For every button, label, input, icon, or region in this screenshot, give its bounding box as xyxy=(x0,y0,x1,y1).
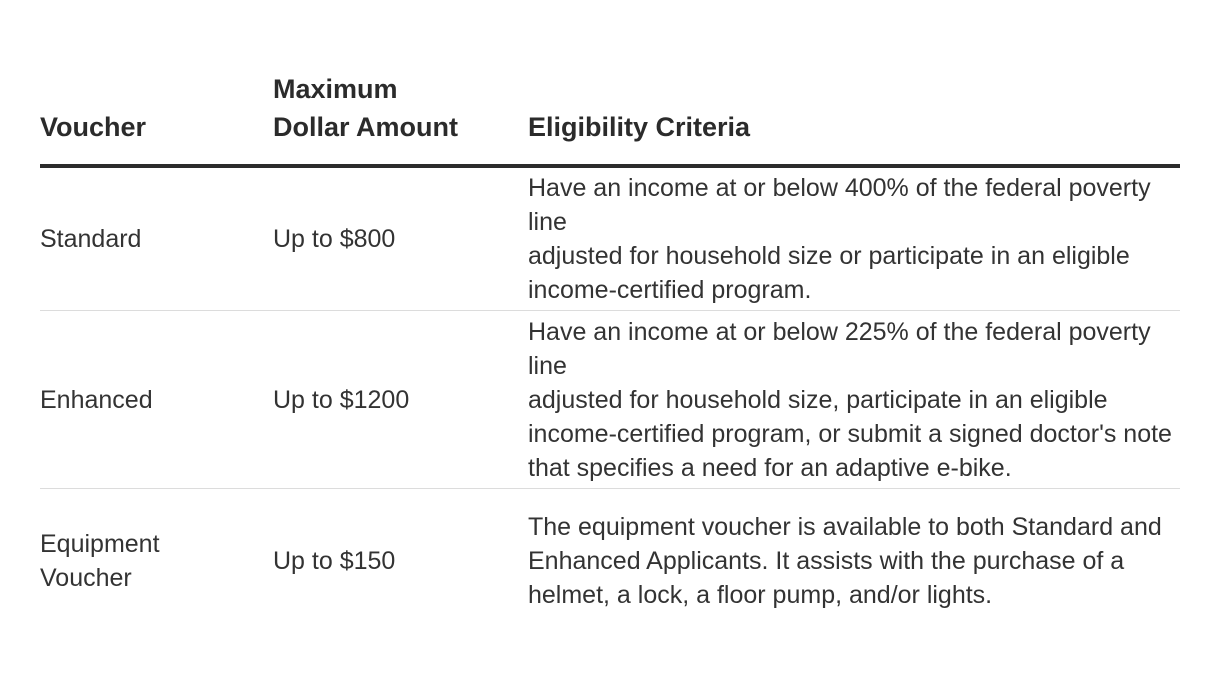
header-maximum-dollar-amount: Maximum Dollar Amount xyxy=(273,74,458,142)
table-row xyxy=(40,311,1180,489)
table-row xyxy=(40,168,1180,311)
voucher-amount: Up to $1200 xyxy=(273,385,410,414)
voucher-criteria: Have an income at or below 400% of the federal poverty line adjusted for household size or participate in an eligible income-certified program. xyxy=(528,174,1151,304)
voucher-criteria: Have an income at or below 225% of the federal poverty line adjusted for household size, participate in an eligible income-certified program, or submit a signed doctor's note that specifies a need for an adaptive e-bike. xyxy=(528,317,1172,482)
voucher-table xyxy=(40,76,1180,632)
voucher-amount: Up to $150 xyxy=(273,546,396,575)
voucher-name: Equipment Voucher xyxy=(40,529,160,592)
table-row xyxy=(40,489,1180,632)
header-eligibility-criteria: Eligibility Criteria xyxy=(528,112,751,142)
voucher-amount: Up to $800 xyxy=(273,225,396,253)
voucher-criteria: The equipment voucher is available to both Standard and Enhanced Applicants. It assists with the purchase of a helmet, a lock, a floor pump, and/or lights. xyxy=(528,512,1162,609)
voucher-name: Enhanced xyxy=(40,385,153,414)
voucher-name: Standard xyxy=(40,225,142,253)
header-voucher: Voucher xyxy=(40,112,147,142)
table-header-row xyxy=(40,76,1180,168)
